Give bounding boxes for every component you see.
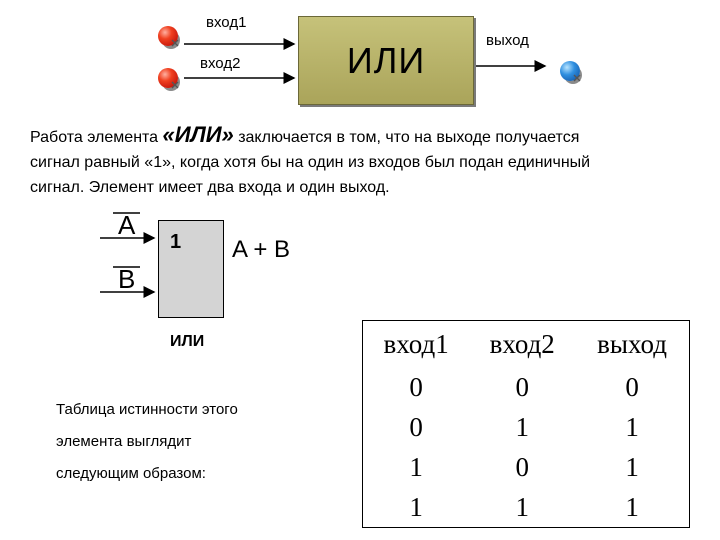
caption-line-1: Таблица истинности этого — [56, 401, 238, 418]
truth-table — [362, 320, 690, 528]
table-cell: 1 — [625, 491, 639, 522]
caption-line-3: следующим образом: — [56, 465, 206, 482]
header-input2: вход2 — [489, 328, 555, 359]
table-row — [363, 367, 690, 407]
input2-label: вход2 — [200, 55, 241, 72]
table-cell: 0 — [409, 371, 423, 402]
table-cell: 1 — [515, 411, 529, 442]
table-cell: 1 — [409, 491, 423, 522]
description-line-3: сигнал. Элемент имеет два входа и один выход. — [30, 179, 390, 196]
header-input1: вход1 — [383, 328, 449, 359]
header-output: выход — [597, 328, 667, 359]
truth-table-header — [363, 321, 690, 368]
table-cell: 0 — [409, 411, 423, 442]
input1-label: вход1 — [206, 14, 247, 31]
table-cell: 1 — [409, 451, 423, 482]
table-row — [363, 447, 690, 487]
gate-input-b-label: B — [118, 264, 136, 294]
table-cell: 1 — [515, 491, 529, 522]
table-cell: 0 — [625, 371, 639, 402]
description-line-2: сигнал равный «1», когда хотя бы на один из входов был подан единичный — [30, 154, 591, 171]
table-row — [363, 487, 690, 528]
output-label: выход — [486, 32, 529, 49]
gate-input-a-label: A — [118, 210, 136, 240]
gate-symbol-one: 1 — [170, 231, 182, 253]
or-gate-symbol — [158, 220, 224, 318]
table-cell: 1 — [625, 451, 639, 482]
caption-line-2: элемента выглядит — [56, 433, 192, 450]
table-cell: 0 — [515, 371, 529, 402]
table-cell: 0 — [515, 451, 529, 482]
table-cell: 1 — [625, 411, 639, 442]
gate-name: ИЛИ — [170, 333, 205, 350]
or-block-label: ИЛИ — [346, 39, 426, 81]
gate-output-expression: A + B — [232, 236, 291, 263]
or-word: «ИЛИ» — [162, 122, 234, 147]
description-line-1: Работа элемента «ИЛИ» заключается в том, что на выходе получается — [30, 122, 580, 147]
table-row — [363, 407, 690, 447]
